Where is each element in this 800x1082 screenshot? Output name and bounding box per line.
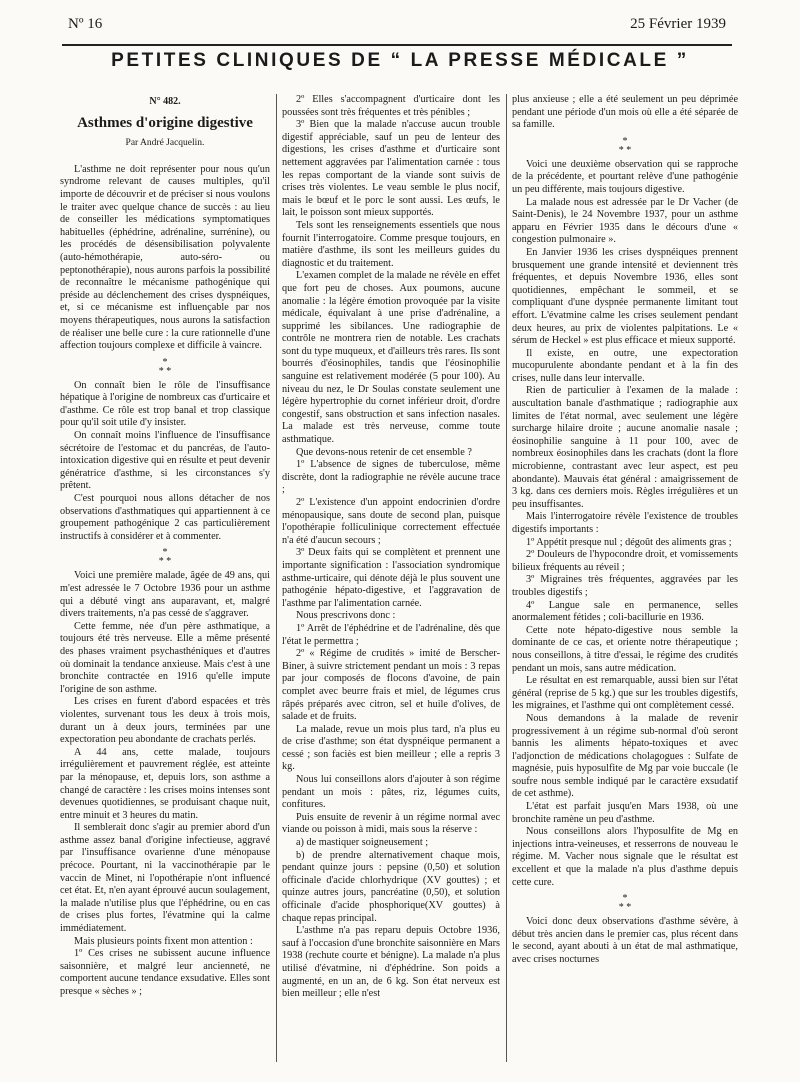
paragraph: Nous demandons à la malade de revenir progressivement à un régime sub-normal d'où seront bannis les aliments hépato-toxiques et avec l'adjonction de médications cholagogues : Sulfate de magnésie, puis hyposulfite de Mg par voie buccale (le soufre nous semble indiqué par le caractère exsudatif de cet asthme). [512, 712, 738, 800]
article-number: N° 482. [149, 96, 181, 107]
paragraph: C'est pourquoi nous allons détacher de nos observations d'asthmatiques qui appartiennent à ce groupement pathogénique 2 cas particulièrement instructifs à considérer et à commenter. [60, 493, 270, 542]
paragraph: L'état est parfait jusqu'en Mars 1938, où une bronchite ramène un peu d'asthme. [512, 801, 738, 825]
paragraph: Mais plusieurs points fixent mon attention : [74, 935, 253, 947]
paragraph: 2º « Régime de crudités » imité de Berscher-Biner, à suivre strictement pendant un mois : 3 repas par jour composés de flocons d'avoine, de pain complet avec beurre frais et miel, de légumes crus râpés préparés avec citron, sel et huile d'olives, de salade et de fruits. [282, 648, 500, 723]
paragraph: Rien de particulier à l'examen de la malade : auscultation banale d'asthmatique ; radiographie aux limites de l'état normal, avec seulement une légère surcharge hilaire droite ; aucune anomalie nasale ; éosinophilie sanguine à 11 pour 100, avec de nombreux éosinophiles dans les crachats (dont la flore microbienne, contrastant avec leur aspect, est peu abondante). Mauvais état général : amaigrissement de 3 kg. dans ces derniers mois. Règles irrégulières et un peu insuffisantes. [512, 385, 738, 510]
section-separator: * * * [618, 893, 632, 914]
paragraph: 1º Arrêt de l'éphédrine et de l'adrénaline, dès que l'état le permettra ; [282, 622, 500, 647]
paragraph: Les crises en furent d'abord espacées et très violentes, survenant tous les deux à trois mois, durant un à deux jours, terminées par une expectoration peu abondante de crachats perlés. [60, 696, 270, 746]
paragraph: Nous lui conseillons alors d'ajouter à son régime pendant un mois : pâtes, riz, légumes cuits, confitures. [282, 774, 500, 811]
paragraph: Cette femme, née d'un père asthmatique, a toujours été très nerveuse. Elle a même présenté des phases vraiment psychasthéniques et d'autres où dominait la tendance anxieuse. Mais c'est à une bronchite contractée en 1916 qu'elle impute l'origine de son asthme. [60, 620, 270, 695]
paragraph: Nous conseillons alors l'hyposulfite de Mg en injections intra-veineuses, et resserrons de nouveau le régime. M. Vacher nous signale que le résultat est excellent et que la malade n'a plus d'asthme depuis cette cure. [512, 826, 738, 888]
column-divider [276, 94, 277, 1062]
paragraph: 3º Bien que la malade n'accuse aucun trouble digestif appréciable, sauf un peu de lenteur des digestions, les crises d'asthme et d'urticaire sont nettement aggravées par l'alimentation carnée : tous les repas comportant de la viande sont suivis de crises très violentes. Le veau semble le plus nocif, mais le bœuf et le porc le sont aussi. Les œufs, le lait, le poisson sont mieux supportés. [282, 119, 500, 219]
paragraph: 1º Ces crises ne subissent aucune influence saisonnière, et malgré leur ancienneté, ne comportent aucune tendance exsudative. Elles sont presque « sèches » ; [60, 948, 270, 997]
paragraph: 4º Langue sale en permanence, selles anormalement fétides ; coli-bacillurie en 1936. [512, 599, 738, 624]
paragraph: On connaît bien le rôle de l'insuffisance hépatique à l'origine de nombreux cas d'urticaire et d'asthme. Ce rôle est trop banal et trop classique pour qu'il soit utile d'y insister. [60, 379, 270, 429]
paragraph: Mais l'interrogatoire révèle l'existence de troubles digestifs importants : [512, 511, 738, 535]
paragraph: Tels sont les renseignements essentiels que nous fournit l'interrogatoire. Comme presque toujours, en matière d'asthme, ils sont les meilleurs guides du diagnostic et du traitement. [282, 219, 500, 269]
section-separator: * * * [158, 547, 172, 568]
section-separator: * * * [618, 135, 632, 156]
paragraph: Voici donc deux observations d'asthme sévère, à début très ancien dans le premier cas, plus récent dans le second, ayant abouti à un état de mal asthmatique, avec crises nocturnes [512, 916, 738, 965]
paragraph: plus anxieuse ; elle a été seulement un peu déprimée pendant une période d'un mois où elle a été séparée de sa famille. [512, 94, 738, 131]
article-byline: Par André Jacquelin. [125, 138, 205, 149]
paragraph: Il existe, en outre, une expectoration mucopurulente abondante pendant et à la fin des crises, nulle dans leur intervalle. [512, 347, 738, 384]
paragraph: Il semblerait donc s'agir au premier abord d'un asthme assez banal d'origine infectieuse, aggravé par l'insuffisance ovarienne d'une ménopause précoce. Pourtant, ni la vaccinothérapie par le vaccin de Minet, ni l'opothérapie n'ont influencé cet état. Et, n'en ayant éprouvé aucun soulagement, la malade n'utilise plus que l'éphédrine, ou en cas de crises plus fortes, l'évatmine qui la calme immédiatement. [60, 822, 270, 935]
paragraph: Cette note hépato-digestive nous semble la dominante de ce cas, et oriente notre thérapeutique ; nous conseillons, à titre d'essai, le régime des crudités pendant un mois, sans autre médication. [512, 624, 738, 674]
column-2 [282, 94, 500, 1074]
column-divider [506, 94, 507, 1062]
paragraph: L'asthme n'a pas reparu depuis Octobre 1936, sauf à l'occasion d'une bronchite saisonnière en Mars 1938 (rechute courte et bénigne). La malade n'a plus utilisé d'évatmine, ni d'éphédrine. Son poids a augmenté, en un an, de 6 kg. Son état nerveux est bien meilleur ; elle n'est [282, 925, 500, 1000]
paragraph: 1º Appétit presque nul ; dégoût des aliments gras ; [526, 536, 732, 548]
paragraph: L'asthme ne doit représenter pour nous qu'un syndrome relevant de causes multiples, qu'il importe de découvrir et de préciser si nous voulons le traiter avec quelque chance de succès : au lieu de conseiller les médications symptomatiques habituelles (éphédrine, adrénaline, surrénine), ou les procédés de désensibilisation polyvalente (auto-hémothérapie, auto-séro- ou peptonothérapie), nous aurons parfois la possibilité de reconnaître le mécanisme pathogénique qui préside au déclenchement des crises dyspnéiques, et, si ce mécanisme est influençable par nos moyens thérapeutiques, nous aurons la satisfaction de réaliser une belle cure : la cure rationnelle d'une affection toujours complexe et difficile à vaincre. [60, 163, 270, 352]
paragraph: Puis ensuite de revenir à un régime normal avec viande ou poisson à midi, mais sous la réserve : [282, 811, 500, 836]
page-number: Nº 16 [68, 16, 103, 32]
paragraph: Le résultat en est remarquable, aussi bien sur l'état général (reprise de 5 kg.) que sur les troubles digestifs, les migraines, et l'asthme qui ont complètement cessé. [512, 675, 738, 712]
paragraph: Que devons-nous retenir de cet ensemble ? [296, 446, 472, 458]
paragraph: On connaît moins l'influence de l'insuffisance sécrétoire de l'estomac et du pancréas, de l'auto-intoxication digestive qui en résulte et peut devenir génératrice d'asthme, si les circonstances s'y prêtent. [60, 430, 270, 492]
paragraph: b) de prendre alternativement chaque mois, pendant quinze jours : pepsine (0,50) et solution officinale d'acide chlorhydrique (XV gouttes) ; et quinze autres jours, pancréatine (0,50), et solution officinale d'acide phosphorique(XV gouttes) à chaque repas principal. [282, 849, 500, 924]
paragraph: L'examen complet de la malade ne révèle en effet que fort peu de choses. Aux poumons, aucune anomalie : la légère émotion provoquée par la visite médicale, équivalant à une prise d'adrénaline, a supprimé les sibilances. Une radiographie de contrôle ne montrera rien de notable. Les crachats sont du type muqueux, et d'ailleurs très rares. Ils sont bourrés d'éosinophiles, tandis que l'éosinophilie sanguine est relativement modérée (5 pour 100). Au niveau du nez, le Dr Soulas constate seulement une légère hypertrophie du cornet inférieur droit, d'ordre congestif, sans obstruction et sans infection nasales. La malade est très nerveuse, comme toute asthmatique. [282, 270, 500, 446]
paragraph: Voici une première malade, âgée de 49 ans, qui m'est adressée le 7 Octobre 1936 pour un asthme qui a débuté vingt ans auparavant, et, malgré divers traitements, n'a pas cessé de s'aggraver. [60, 570, 270, 620]
paragraph: 2º Douleurs de l'hypocondre droit, et vomissements bilieux fréquents au réveil ; [512, 549, 738, 573]
article-title: Asthmes d'origine digestive [77, 114, 253, 131]
column-1 [60, 94, 270, 1074]
paragraph: En Janvier 1936 les crises dyspnéiques prennent brusquement une grande intensité et deviennent très fréquentes, et depuis Novembre 1936, elles sont quotidiennes, empêchant le sommeil, et se compliquant d'une dyspnée permanente limitant tout effort. L'évatmine calme les crises seulement pendant deux heures, au prix de violentes palpitations. Le « sérum de Heckel » est plus efficace et mieux supporté. [512, 246, 738, 347]
column-3 [512, 94, 738, 1074]
paragraph: 3º Migraines très fréquentes, aggravées par les troubles digestifs ; [512, 574, 738, 598]
paragraph: 3º Deux faits qui se complètent et prennent une importante signification : l'association syndromique asthme-urticaire, qui dénote déjà le plus souvent une pathogénie hépato-digestive, et l'aggravation de l'asthme par l'alimentation carnée. [282, 547, 500, 609]
section-separator: * * * [158, 356, 172, 377]
paragraph: 2º Elles s'accompagnent d'urticaire dont les poussées sont très fréquentes et très pénibles ; [282, 94, 500, 118]
paragraph: Voici une deuxième observation qui se rapproche de la précédente, et pourtant relève d'une pathogénie un peu différente, mais toujours digestive. [512, 158, 738, 195]
masthead: PETITES CLINIQUES DE “ LA PRESSE MÉDICALE ” [111, 50, 689, 71]
paragraph: La malade nous est adressée par le Dr Vacher (de Saint-Denis), le 24 Novembre 1937, pour un asthme apparu en Février 1935 dans le décours d'une « congestion pulmonaire ». [512, 196, 738, 246]
paragraph: 1º L'absence de signes de tuberculose, même discrète, dont la radiographie ne révèle aucune trace ; [282, 459, 500, 496]
paragraph: 2º L'existence d'un appoint endocrinien d'ordre ménopausique, sans doute de second plan, puisque l'opothérapie folliculinique correctement effectuée n'a été d'aucun secours ; [282, 497, 500, 546]
paragraph: A 44 ans, cette malade, toujours irrégulièrement et pauvrement réglée, est atteinte par la ménopause, et, depuis lors, son asthme a changé de caractère : les crises moins intenses sont devenues quotidiennes, se produisant chaque nuit, entre minuit et 3 heures du matin. [60, 746, 270, 821]
paragraph: La malade, revue un mois plus tard, n'a plus eu de crise d'asthme; son état dyspnéique permanent a cessé ; son faciès est bien meilleur ; elle a repris 3 kg. [282, 723, 500, 773]
paragraph: Nous prescrivons donc : [296, 610, 396, 622]
paragraph: a) de mastiquer soigneusement ; [296, 837, 429, 849]
issue-date: 25 Février 1939 [630, 16, 726, 32]
